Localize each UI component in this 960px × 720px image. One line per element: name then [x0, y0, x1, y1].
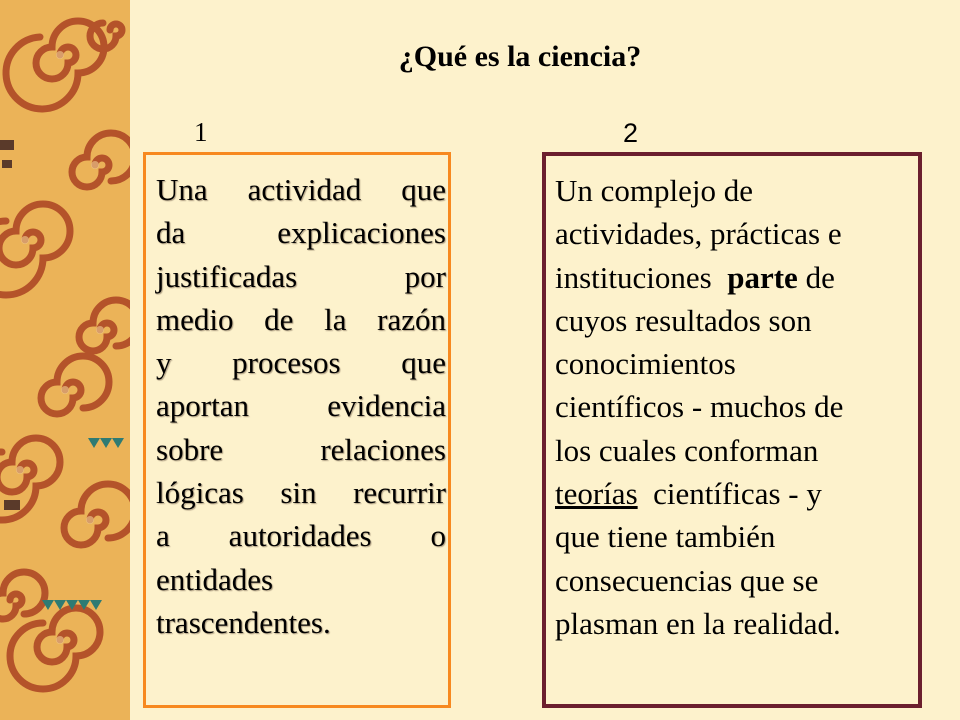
text-line: actividades, prácticas e	[555, 216, 842, 252]
text-line: justificadas por	[156, 258, 446, 294]
decorative-side-art	[0, 0, 130, 720]
text-line: conocimientos	[555, 346, 736, 382]
text-line: da explicaciones	[156, 215, 446, 251]
text-line: sobre relaciones	[156, 431, 446, 467]
text-line	[555, 472, 915, 515]
text-line: medio de la razón	[156, 301, 446, 337]
emphasis-bold: parte	[727, 259, 798, 295]
text-line: aportan evidencia	[156, 388, 446, 424]
text-line: los cuales conforman	[555, 432, 819, 468]
text-line: que tiene también	[555, 519, 776, 555]
slide-title: ¿Qué es la ciencia?	[398, 40, 642, 73]
definition-box-2	[542, 152, 922, 708]
text-segment: de	[805, 259, 835, 295]
definition-box-1	[143, 152, 451, 708]
text-line: cuyos resultados son	[555, 302, 812, 338]
text-line	[555, 256, 915, 299]
definition-2-text	[546, 156, 915, 645]
definition-1-text	[146, 155, 446, 644]
text-line: Un complejo de	[555, 173, 754, 208]
text-line: y procesos que	[156, 345, 446, 381]
text-segment: científicas - y	[653, 476, 822, 512]
box-1-number: 1	[194, 117, 208, 147]
text-line: entidades	[156, 561, 274, 597]
text-line: científicos - muchos de	[555, 389, 844, 425]
text-line: trascendentes.	[156, 604, 331, 640]
text-line: consecuencias que se	[555, 562, 819, 598]
text-line: Una actividad que	[156, 172, 446, 207]
emphasis-underline: teorías	[555, 476, 638, 512]
box-2-number: 2	[623, 118, 639, 148]
text-line: plasman en la realidad.	[555, 605, 841, 641]
text-segment: instituciones	[555, 259, 712, 295]
text-line: lógicas sin recurrir	[156, 475, 446, 511]
text-line: a autoridades o	[156, 518, 446, 554]
